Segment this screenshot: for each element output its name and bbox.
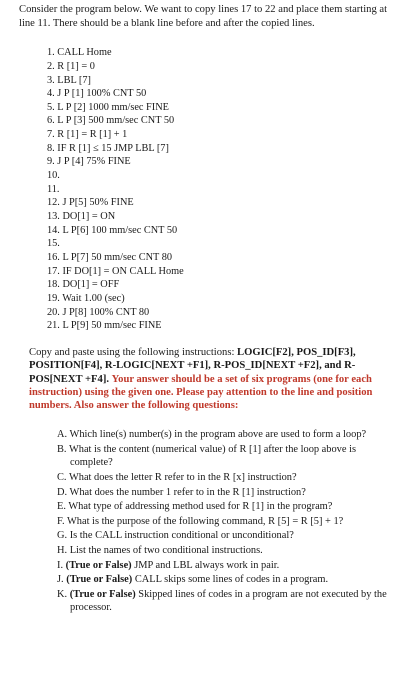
question-f: F. What is the purpose of the following command, R [5] = R [5] + 1? <box>57 515 344 527</box>
program-listing <box>47 46 388 333</box>
program-line: 2. R [1] = 0 <box>47 60 95 72</box>
question-prefix: J. <box>57 574 67 586</box>
program-line: 15. <box>47 238 60 250</box>
program-line: 13. DO[1] = ON <box>47 211 116 223</box>
question-prefix: I. <box>57 559 66 571</box>
program-line: 7. R [1] = R [1] + 1 <box>47 129 128 141</box>
question-c: C. What does the letter R refer to in the R [x] instruction? <box>57 471 297 483</box>
question-b: B. What is the content (numerical value) of R [1] after the loop above is complete? <box>57 444 357 469</box>
instructions-lead: Copy and paste using the following instructions: <box>29 346 238 358</box>
question-list <box>57 428 388 614</box>
program-line: 10. <box>47 170 60 182</box>
program-line: 9. J P [4] 75% FINE <box>47 156 131 168</box>
program-line: 8. IF R [1] ≤ 15 JMP LBL [7] <box>47 142 169 154</box>
question-d: D. What does the number 1 refer to in the R [1] instruction? <box>57 486 306 498</box>
program-line: 6. L P [3] 500 mm/sec CNT 50 <box>47 115 175 127</box>
program-line: 11. <box>47 183 60 195</box>
program-line: 16. L P[7] 50 mm/sec CNT 80 <box>47 252 172 264</box>
program-line: 19. Wait 1.00 (sec) <box>47 293 125 304</box>
program-line: 21. L P[9] 50 mm/sec FINE <box>47 320 162 332</box>
true-false-tag: (True or False) <box>65 559 132 571</box>
question-e: E. What type of addressing method used for R [1] in the program? <box>57 501 333 513</box>
instructions-commands: LOGIC[F2], POS_ID[F3], POSITION[F4], R-LOGIC[NEXT +F1], R-POS_ID[NEXT +F2], and R- POS[NEXT +F4]. <box>29 346 356 385</box>
instructions-paragraph <box>29 346 388 412</box>
question-text: JMP and LBL always work in pair. <box>131 559 280 571</box>
question-text: Skipped lines of codes in a program are not executed by the processor. <box>70 588 387 613</box>
question-h: H. List the names of two conditional instructions. <box>57 544 263 556</box>
question-text: CALL skips some lines of codes in a program. <box>132 574 329 586</box>
program-line: 5. L P [2] 1000 mm/sec FINE <box>47 101 169 113</box>
answer-requirement: Your answer should be a set of six programs (one for each instruction) using the given one. Please pay attention to the line and position numbers. Also answer the following questions: <box>29 373 373 412</box>
question-k <box>57 588 388 615</box>
program-line: 20. J P[8] 100% CNT 80 <box>47 306 150 318</box>
program-line: 3. LBL [7] <box>47 74 91 86</box>
program-line: 4. J P [1] 100% CNT 50 <box>47 88 147 100</box>
program-line: 12. J P[5] 50% FINE <box>47 197 134 209</box>
question-g: G. Is the CALL instruction conditional or unconditional? <box>57 530 294 542</box>
program-line: 18. DO[1] = OFF <box>47 279 120 291</box>
program-line: 17. IF DO[1] = ON CALL Home <box>47 265 184 277</box>
question-a: A. Which line(s) number(s) in the program above are used to form a loop? <box>57 429 367 441</box>
question-i <box>57 559 388 572</box>
program-line: 1. CALL Home <box>47 47 112 59</box>
intro-paragraph: Consider the program below. We want to copy lines 17 to 22 and place them starting at line 11. There should be a blank line before and after the copied lines. <box>19 4 388 29</box>
question-j <box>57 573 388 586</box>
program-line: 14. L P[6] 100 mm/sec CNT 50 <box>47 224 178 236</box>
question-prefix: K. <box>57 588 70 600</box>
true-false-tag: (True or False) <box>66 574 133 586</box>
true-false-tag: (True or False) <box>69 588 136 600</box>
